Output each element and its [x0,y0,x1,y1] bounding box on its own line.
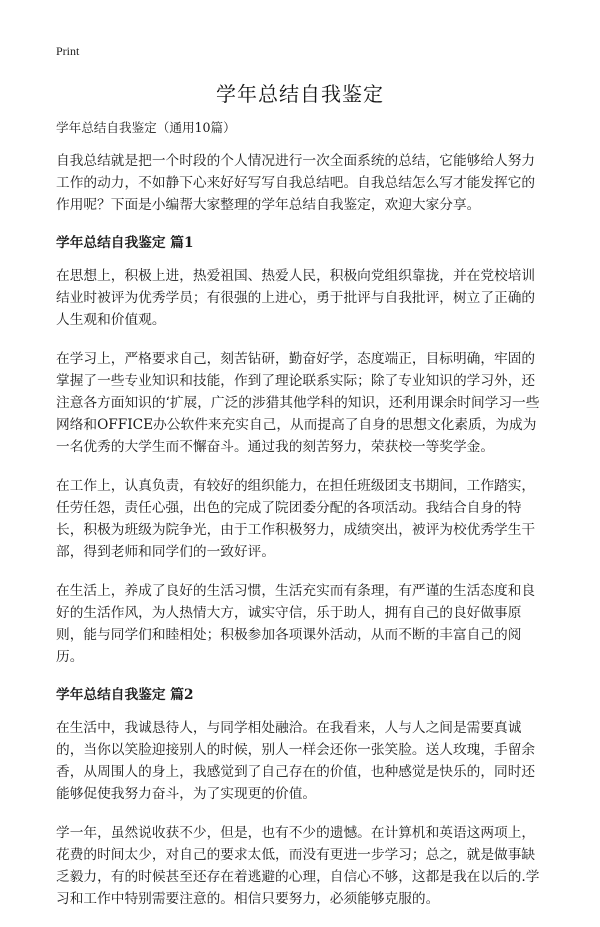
paragraph: 在工作上，认真负责，有较好的组织能力，在担任班级团支书期间，工作踏实，任劳任怨，责任心强，出色的完成了院团委分配的各项活动。我结合自身的特长，积极为班级为院争光，由于工作积极努力，成绩突出，被评为校优秀学生干部，得到老师和同学们的一致好评。 [56,478,536,560]
intro-paragraph: 自我总结就是把一个时段的个人情况进行一次全面系统的总结，它能够给人努力工作的动力，不如静下心来好好写写自我总结吧。自我总结怎么写才能发挥它的作用呢？下面是小编帮大家整理的学年总结自我鉴定，欢迎大家分享。 [56,153,536,213]
paragraph: 在生活上，养成了良好的生活习惯，生活充实而有条理，有严谨的生活态度和良好的生活作风，为人热情大方，诚实守信，乐于助人，拥有自己的良好做事原则，能与同学们和睦相处；积极参加各项课外活动，从而不断的丰富自己的阅历。 [56,583,536,665]
paragraph: 学一年，虽然说收获不少，但是，也有不少的遗憾。在计算机和英语这两项上，花费的时间太少，对自己的要求太低，而没有更进一步学习；总之，就是做事缺乏毅力，有的时候甚至还存在着逃避的心理，自信心不够，这都是我在以后的.学习和工作中特别需要注意的。相信只要努力，必须能够克服的。 [56,825,540,907]
article-subtitle: 学年总结自我鉴定（通用10篇） [56,120,236,135]
paragraph: 在生活中，我诚恳待人，与同学相处融洽。在我看来，人与人之间是需要真诚的，当你以笑脸迎接别人的时候，别人一样会还你一张笑脸。送人玫瑰，手留余香，从周围人的身上，我感觉到了自己存在的价值，也种感觉是快乐的，同时还能够促使我努力奋斗，为了实现更的价值。 [56,720,536,802]
section-heading-2: 学年总结自我鉴定 篇2 [56,687,194,703]
page-title: 学年总结自我鉴定 [216,82,384,106]
section-heading-1: 学年总结自我鉴定 篇1 [56,235,194,251]
article-body [56,118,546,927]
paragraph: 在思想上，积极上进，热爱祖国、热爱人民，积极向党组织靠拢，并在党校培训结业时被评为优秀学员；有很强的上进心，勇于批评与自我批评，树立了正确的人生观和价值观。 [56,268,536,328]
paragraph: 在学习上，严格要求自己，刻苦钻研，勤奋好学，态度端正，目标明确，牢固的掌握了一些专业知识和技能，作到了理论联系实际；除了专业知识的学习外，还注意各方面知识的‘扩展，广泛的涉猎其他学科的知识，还利用课余时间学习一些网络和OFFICE办公软件来充实自己，从而提高了自身的思想文化素质，为成为一名优秀的大学生而不懈奋斗。通过我的刻苦努力，荣获校一等奖学金。 [56,351,540,455]
print-link[interactable]: Print [56,44,80,58]
